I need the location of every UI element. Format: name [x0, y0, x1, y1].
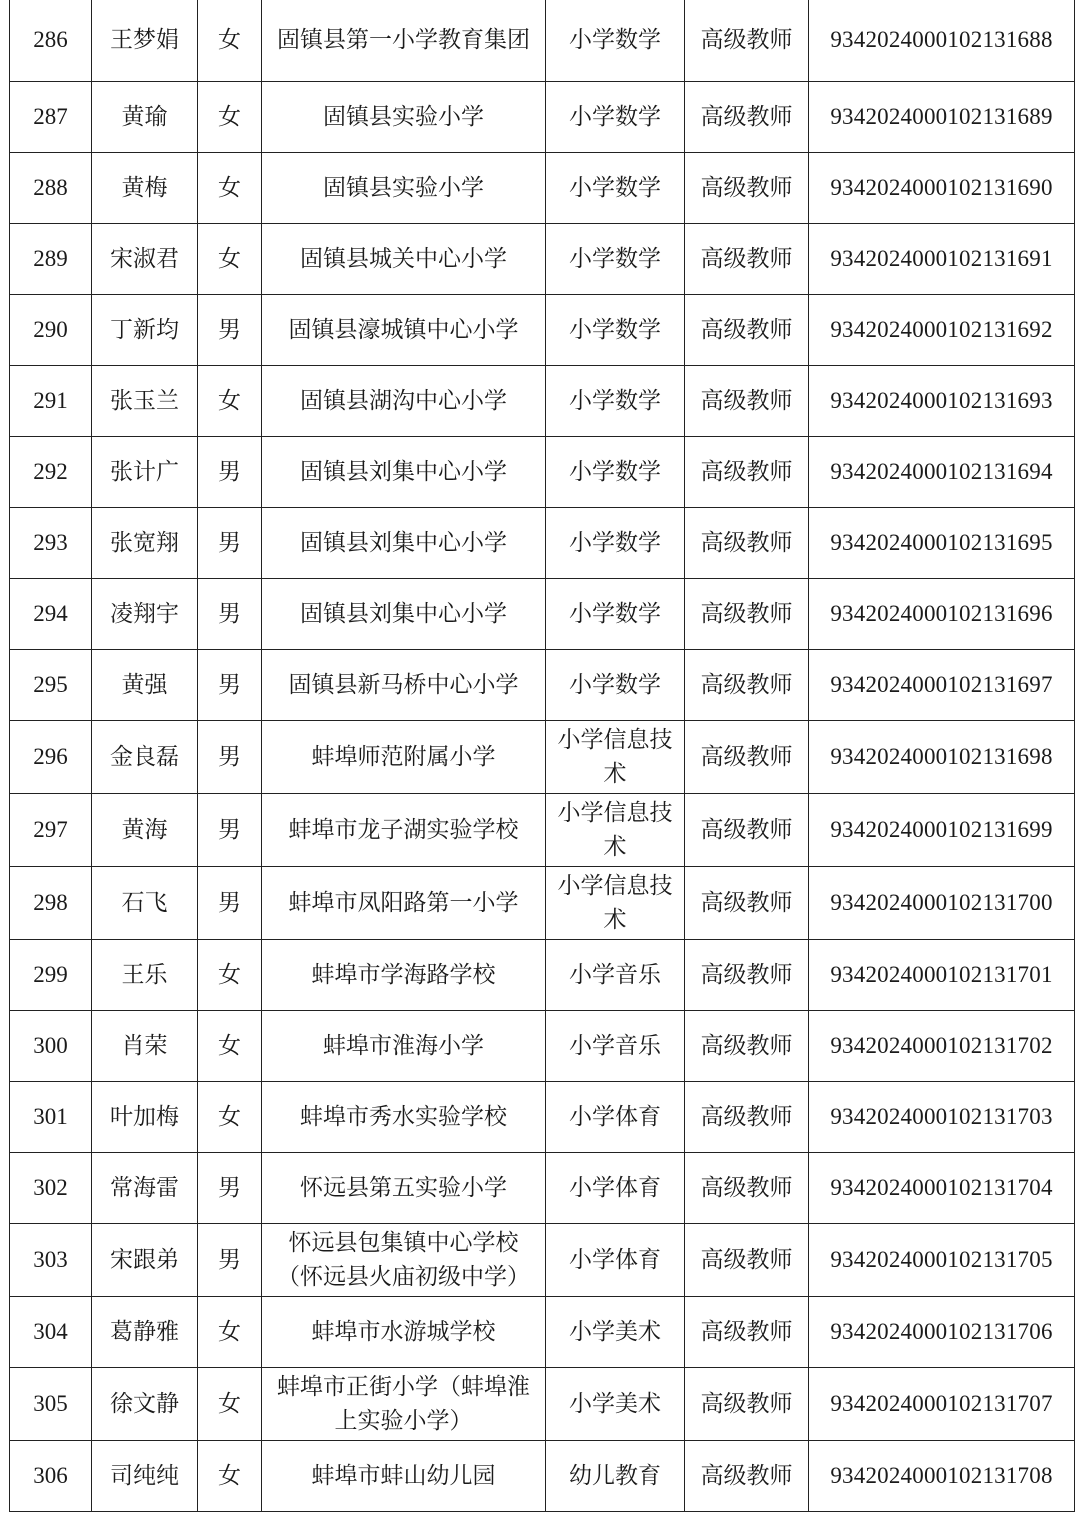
teacher-name-cell: 王乐: [92, 939, 198, 1010]
professional-title-cell: 高级教师: [685, 1223, 809, 1296]
certificate-number-cell: 9342024000102131702: [809, 1010, 1075, 1081]
teacher-name-cell: 石飞: [92, 866, 198, 939]
certificate-number-cell: 9342024000102131695: [809, 507, 1075, 578]
professional-title-cell: 高级教师: [685, 939, 809, 1010]
professional-title-cell: 高级教师: [685, 1296, 809, 1367]
subject-cell: 小学音乐: [546, 939, 685, 1010]
table-row: [10, 223, 1075, 294]
row-number-cell: 292: [10, 436, 92, 507]
school-name-cell: 固镇县实验小学: [262, 152, 546, 223]
row-number-cell: 294: [10, 578, 92, 649]
school-name-cell: 蚌埠市龙子湖实验学校: [262, 793, 546, 866]
teacher-name-cell: 宋淑君: [92, 223, 198, 294]
table-row: [10, 507, 1075, 578]
certificate-number-cell: 9342024000102131691: [809, 223, 1075, 294]
row-number-cell: 299: [10, 939, 92, 1010]
gender-cell: 女: [198, 365, 262, 436]
subject-cell: 小学美术: [546, 1367, 685, 1440]
row-number-cell: 297: [10, 793, 92, 866]
table-row: [10, 436, 1075, 507]
teacher-name-cell: 徐文静: [92, 1367, 198, 1440]
teacher-name-cell: 葛静雅: [92, 1296, 198, 1367]
teacher-name-cell: 司纯纯: [92, 1440, 198, 1511]
table-body: [10, 0, 1075, 1511]
certificate-number-cell: 9342024000102131699: [809, 793, 1075, 866]
table-row: [10, 578, 1075, 649]
teacher-name-cell: 金良磊: [92, 720, 198, 793]
gender-cell: 男: [198, 720, 262, 793]
teacher-list-table: [9, 0, 1075, 1512]
table-row: [10, 294, 1075, 365]
subject-cell: 幼儿教育: [546, 1440, 685, 1511]
school-name-cell: 固镇县实验小学: [262, 81, 546, 152]
row-number-cell: 290: [10, 294, 92, 365]
teacher-name-cell: 张宽翔: [92, 507, 198, 578]
professional-title-cell: 高级教师: [685, 1440, 809, 1511]
row-number-cell: 291: [10, 365, 92, 436]
table-row: [10, 1010, 1075, 1081]
professional-title-cell: 高级教师: [685, 223, 809, 294]
subject-cell: 小学数学: [546, 649, 685, 720]
gender-cell: 男: [198, 1152, 262, 1223]
gender-cell: 男: [198, 1223, 262, 1296]
subject-cell: 小学体育: [546, 1223, 685, 1296]
teacher-name-cell: 张玉兰: [92, 365, 198, 436]
school-name-cell: 固镇县刘集中心小学: [262, 507, 546, 578]
teacher-name-cell: 黄梅: [92, 152, 198, 223]
certificate-number-cell: 9342024000102131706: [809, 1296, 1075, 1367]
row-number-cell: 306: [10, 1440, 92, 1511]
professional-title-cell: 高级教师: [685, 1367, 809, 1440]
teacher-name-cell: 黄强: [92, 649, 198, 720]
school-name-cell: 蚌埠市蚌山幼儿园: [262, 1440, 546, 1511]
row-number-cell: 293: [10, 507, 92, 578]
gender-cell: 女: [198, 1367, 262, 1440]
professional-title-cell: 高级教师: [685, 365, 809, 436]
certificate-number-cell: 9342024000102131692: [809, 294, 1075, 365]
school-name-cell: 固镇县第一小学教育集团: [262, 0, 546, 81]
certificate-number-cell: 9342024000102131694: [809, 436, 1075, 507]
professional-title-cell: 高级教师: [685, 1081, 809, 1152]
subject-cell: 小学数学: [546, 81, 685, 152]
gender-cell: 女: [198, 0, 262, 81]
school-name-cell: 蚌埠市淮海小学: [262, 1010, 546, 1081]
certificate-number-cell: 9342024000102131689: [809, 81, 1075, 152]
professional-title-cell: 高级教师: [685, 81, 809, 152]
table-row: [10, 1152, 1075, 1223]
table-row: [10, 0, 1075, 81]
row-number-cell: 302: [10, 1152, 92, 1223]
school-name-cell: 固镇县新马桥中心小学: [262, 649, 546, 720]
school-name-cell: 怀远县第五实验小学: [262, 1152, 546, 1223]
subject-cell: 小学数学: [546, 294, 685, 365]
school-name-cell: 蚌埠市凤阳路第一小学: [262, 866, 546, 939]
school-name-cell: 固镇县城关中心小学: [262, 223, 546, 294]
row-number-cell: 295: [10, 649, 92, 720]
gender-cell: 男: [198, 578, 262, 649]
certificate-number-cell: 9342024000102131698: [809, 720, 1075, 793]
certificate-number-cell: 9342024000102131701: [809, 939, 1075, 1010]
table-row: [10, 649, 1075, 720]
subject-cell: 小学数学: [546, 0, 685, 81]
table-row: [10, 866, 1075, 939]
teacher-name-cell: 黄海: [92, 793, 198, 866]
table-row: [10, 365, 1075, 436]
professional-title-cell: 高级教师: [685, 720, 809, 793]
subject-cell: 小学美术: [546, 1296, 685, 1367]
certificate-number-cell: 9342024000102131700: [809, 866, 1075, 939]
subject-cell: 小学数学: [546, 507, 685, 578]
subject-cell: 小学体育: [546, 1152, 685, 1223]
professional-title-cell: 高级教师: [685, 1152, 809, 1223]
teacher-name-cell: 王梦娟: [92, 0, 198, 81]
professional-title-cell: 高级教师: [685, 578, 809, 649]
gender-cell: 男: [198, 866, 262, 939]
gender-cell: 女: [198, 1010, 262, 1081]
professional-title-cell: 高级教师: [685, 152, 809, 223]
certificate-number-cell: 9342024000102131697: [809, 649, 1075, 720]
teacher-name-cell: 宋跟弟: [92, 1223, 198, 1296]
subject-cell: 小学信息技术: [546, 866, 685, 939]
subject-cell: 小学数学: [546, 223, 685, 294]
certificate-number-cell: 9342024000102131696: [809, 578, 1075, 649]
row-number-cell: 305: [10, 1367, 92, 1440]
gender-cell: 男: [198, 294, 262, 365]
teacher-name-cell: 常海雷: [92, 1152, 198, 1223]
certificate-number-cell: 9342024000102131704: [809, 1152, 1075, 1223]
school-name-cell: 蚌埠市水游城学校: [262, 1296, 546, 1367]
subject-cell: 小学数学: [546, 578, 685, 649]
row-number-cell: 288: [10, 152, 92, 223]
table-row: [10, 939, 1075, 1010]
table-row: [10, 793, 1075, 866]
gender-cell: 女: [198, 223, 262, 294]
professional-title-cell: 高级教师: [685, 649, 809, 720]
professional-title-cell: 高级教师: [685, 436, 809, 507]
subject-cell: 小学数学: [546, 436, 685, 507]
subject-cell: 小学数学: [546, 365, 685, 436]
gender-cell: 女: [198, 1296, 262, 1367]
row-number-cell: 287: [10, 81, 92, 152]
gender-cell: 女: [198, 1440, 262, 1511]
table-row: [10, 720, 1075, 793]
row-number-cell: 304: [10, 1296, 92, 1367]
table-row: [10, 152, 1075, 223]
row-number-cell: 303: [10, 1223, 92, 1296]
teacher-name-cell: 张计广: [92, 436, 198, 507]
teacher-name-cell: 肖荣: [92, 1010, 198, 1081]
table-row: [10, 1081, 1075, 1152]
row-number-cell: 286: [10, 0, 92, 81]
subject-cell: 小学音乐: [546, 1010, 685, 1081]
table-row: [10, 1223, 1075, 1296]
professional-title-cell: 高级教师: [685, 294, 809, 365]
subject-cell: 小学信息技术: [546, 720, 685, 793]
table-row: [10, 1440, 1075, 1511]
gender-cell: 女: [198, 81, 262, 152]
school-name-cell: 固镇县刘集中心小学: [262, 578, 546, 649]
row-number-cell: 289: [10, 223, 92, 294]
table-row: [10, 1296, 1075, 1367]
certificate-number-cell: 9342024000102131708: [809, 1440, 1075, 1511]
subject-cell: 小学体育: [546, 1081, 685, 1152]
subject-cell: 小学信息技术: [546, 793, 685, 866]
certificate-number-cell: 9342024000102131707: [809, 1367, 1075, 1440]
row-number-cell: 300: [10, 1010, 92, 1081]
subject-cell: 小学数学: [546, 152, 685, 223]
teacher-name-cell: 叶加梅: [92, 1081, 198, 1152]
gender-cell: 男: [198, 507, 262, 578]
school-name-cell: 固镇县湖沟中心小学: [262, 365, 546, 436]
teacher-name-cell: 黄瑜: [92, 81, 198, 152]
certificate-number-cell: 9342024000102131690: [809, 152, 1075, 223]
table-row: [10, 81, 1075, 152]
certificate-number-cell: 9342024000102131705: [809, 1223, 1075, 1296]
certificate-number-cell: 9342024000102131688: [809, 0, 1075, 81]
gender-cell: 女: [198, 939, 262, 1010]
teacher-name-cell: 丁新均: [92, 294, 198, 365]
school-name-cell: 怀远县包集镇中心学校（怀远县火庙初级中学）: [262, 1223, 546, 1296]
school-name-cell: 蚌埠市正街小学（蚌埠淮上实验小学）: [262, 1367, 546, 1440]
certificate-number-cell: 9342024000102131693: [809, 365, 1075, 436]
row-number-cell: 301: [10, 1081, 92, 1152]
school-name-cell: 蚌埠市秀水实验学校: [262, 1081, 546, 1152]
school-name-cell: 蚌埠师范附属小学: [262, 720, 546, 793]
school-name-cell: 固镇县濠城镇中心小学: [262, 294, 546, 365]
professional-title-cell: 高级教师: [685, 1010, 809, 1081]
row-number-cell: 298: [10, 866, 92, 939]
teacher-name-cell: 凌翔宇: [92, 578, 198, 649]
table-row: [10, 1367, 1075, 1440]
gender-cell: 男: [198, 649, 262, 720]
certificate-number-cell: 9342024000102131703: [809, 1081, 1075, 1152]
gender-cell: 男: [198, 793, 262, 866]
gender-cell: 男: [198, 436, 262, 507]
professional-title-cell: 高级教师: [685, 507, 809, 578]
row-number-cell: 296: [10, 720, 92, 793]
gender-cell: 女: [198, 1081, 262, 1152]
school-name-cell: 固镇县刘集中心小学: [262, 436, 546, 507]
professional-title-cell: 高级教师: [685, 0, 809, 81]
professional-title-cell: 高级教师: [685, 866, 809, 939]
gender-cell: 女: [198, 152, 262, 223]
professional-title-cell: 高级教师: [685, 793, 809, 866]
school-name-cell: 蚌埠市学海路学校: [262, 939, 546, 1010]
